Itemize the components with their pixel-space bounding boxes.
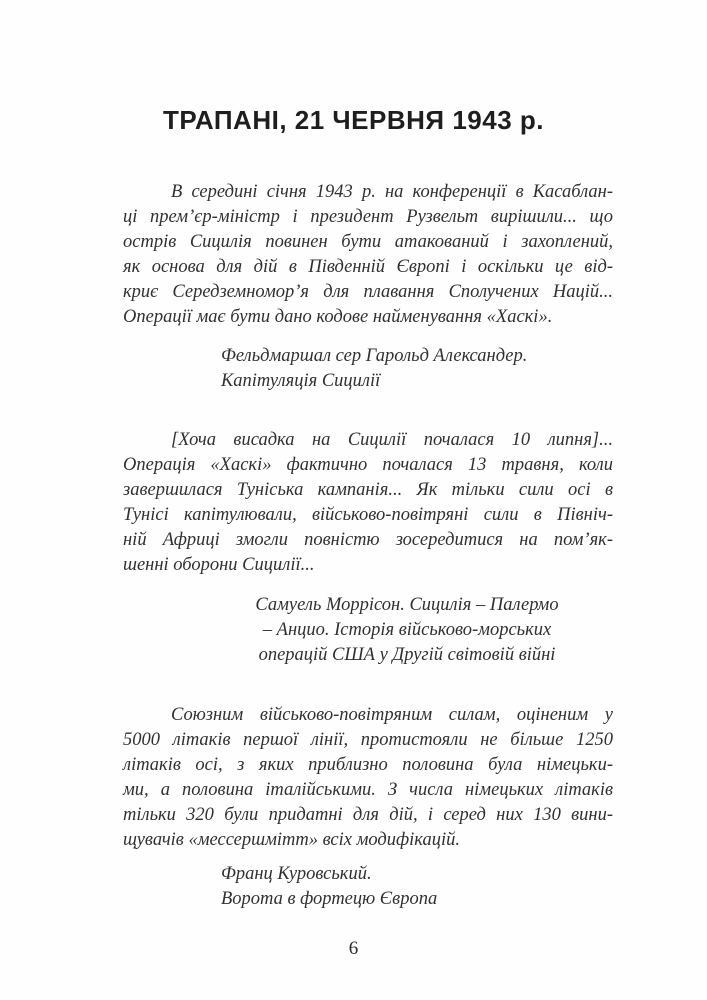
quote-block-3 xyxy=(123,703,613,912)
attribution-line: Фельдмаршал сер Гарольд Александер. xyxy=(221,346,528,366)
attribution-line: Капітуляція Сицилії xyxy=(221,371,381,391)
quote-paragraph xyxy=(123,428,613,578)
quote-line: Союзним військово-повітряним силам, оціненим у xyxy=(171,705,613,725)
quote-line: Операції має бути дано кодове найменування «Хаскі». xyxy=(123,307,553,327)
attribution-line: – Анцио. Історія військово-морських xyxy=(262,620,552,640)
spacer xyxy=(123,668,613,703)
quote-line: [Хоча висадка на Сицилії почалася 10 липня]... xyxy=(171,430,613,450)
attribution-line: Ворота в фортецю Європа xyxy=(221,889,438,909)
quote-block-1 xyxy=(123,180,613,394)
text-column xyxy=(123,180,613,912)
quote-paragraph xyxy=(123,180,613,330)
attribution-line: Самуель Моррісон. Сицилія – Палермо xyxy=(255,595,559,615)
quote-attribution xyxy=(221,344,613,394)
quote-attribution xyxy=(221,862,613,912)
quote-line: як основа для дій в Південній Європі і оскільки це від- xyxy=(123,257,613,277)
quote-line: ці прем’єр-міністр і президент Рузвельт вирішили... що xyxy=(123,207,613,227)
quote-line: шенні оборони Сицилії... xyxy=(123,555,315,575)
page-number: 6 xyxy=(348,938,359,959)
quote-line: 5000 літаків першої лінії, протистояли не більше 1250 xyxy=(123,730,613,750)
quote-line: Операція «Хаскі» фактично почалася 13 травня, коли xyxy=(123,455,613,475)
quote-line: тільки 320 були придатні для дій, і серед них 130 вини- xyxy=(123,805,613,825)
quote-line: завершилася Туніська кампанія... Як тільки сили осі в xyxy=(123,480,613,500)
quote-paragraph xyxy=(123,703,613,853)
spacer xyxy=(123,578,613,593)
chapter-title: ТРАПАНІ, 21 ЧЕРВНЯ 1943 р. xyxy=(162,105,544,135)
quote-line: криє Середземномор’я для плавання Сполучених Націй... xyxy=(123,282,613,302)
quote-line: літаків осі, з яких приблизно половина була німецьки- xyxy=(123,755,613,775)
quote-line: Тунісі капітулювали, військово-повітряні сили в Північ- xyxy=(123,505,613,525)
quote-line: ми, а половина італійськими. З числа німецьких літаків xyxy=(123,780,613,800)
spacer xyxy=(123,330,613,344)
quote-line: В середині січня 1943 р. на конференції в Касаблан- xyxy=(171,182,613,202)
quote-line: ній Африці змогли повністю зосередитися на пом’як- xyxy=(123,530,613,550)
spacer xyxy=(123,853,613,862)
quote-block-2 xyxy=(123,428,613,668)
quote-line: острів Сицилія повинен бути атакований і захоплений, xyxy=(123,232,613,252)
attribution-line: Франц Куровський. xyxy=(221,864,372,884)
quote-line: щувачів «мессершмітт» всіх модифікацій. xyxy=(123,830,461,850)
quote-attribution xyxy=(221,593,593,668)
attribution-line: операцій США у Другій світовій війні xyxy=(258,645,556,665)
spacer xyxy=(123,394,613,428)
spacer xyxy=(0,136,707,180)
